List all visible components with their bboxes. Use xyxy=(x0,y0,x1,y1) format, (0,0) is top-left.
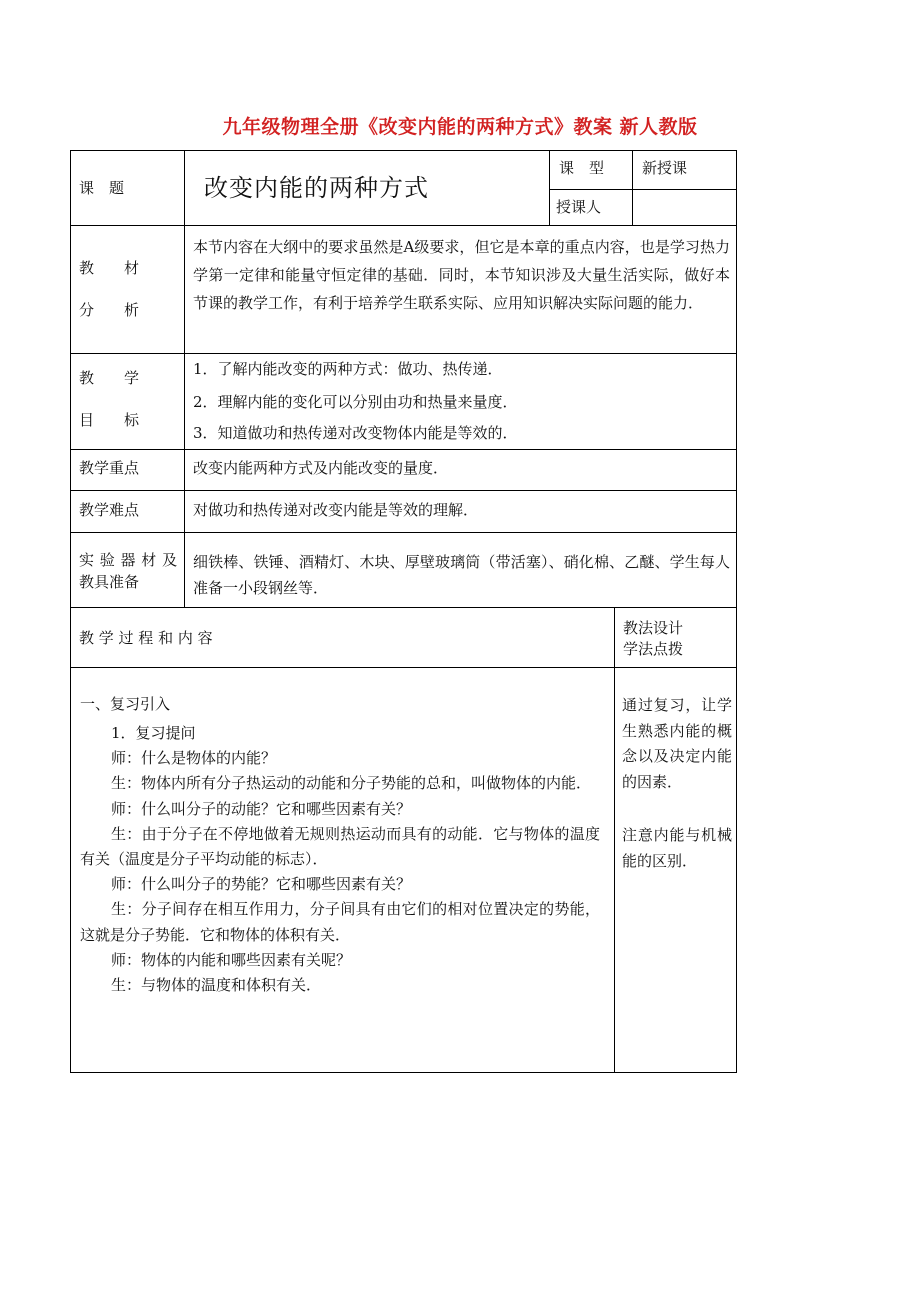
equipment-text: 细铁棒、铁锤、酒精灯、木块、厚壁玻璃筒（带活塞）、硝化棉、乙醚、学生每人准备一小段钢丝等． xyxy=(193,553,730,597)
process-header-left: 教 学 过 程 和 内 容 xyxy=(79,629,213,647)
key-point-label: 教学重点 xyxy=(79,459,140,477)
objective-item: 1．了解内能改变的两种方式：做功、热传递． xyxy=(193,360,503,378)
process-line: 师：什么是物体的内能？ xyxy=(111,749,277,768)
process-note: 注意内能与机械能的区别． xyxy=(622,826,732,870)
process-line: 生：由于分子在不停地做着无规则热运动而具有的动能．它与物体的温度有关（温度是分子平均动能的标志）． xyxy=(80,824,600,869)
equipment-label-1: 实 验 器 材 及 xyxy=(79,551,178,569)
process-header-right-2: 学法点拨 xyxy=(623,640,684,658)
material-label-2: 分 析 xyxy=(79,301,140,319)
topic-label: 课 题 xyxy=(79,179,125,197)
process-line: 师：什么叫分子的动能？它和哪些因素有关？ xyxy=(111,799,412,818)
process-content xyxy=(80,721,600,998)
document-title: 九年级物理全册《改变内能的两种方式》教案 新人教版 xyxy=(222,116,698,138)
process-note: 通过复习，让学生熟悉内能的概念以及决定内能的因素． xyxy=(622,696,732,791)
process-header-right-1: 教法设计 xyxy=(623,619,684,637)
process-section-title: 一、复习引入 xyxy=(80,695,171,713)
process-line: 师：物体的内能和哪些因素有关呢？ xyxy=(111,950,352,969)
process-line: 师：什么叫分子的势能？它和哪些因素有关？ xyxy=(111,875,412,894)
type-label: 课 型 xyxy=(559,159,605,177)
objectives-label-1: 教 学 xyxy=(79,369,140,387)
process-line: 生：与物体的温度和体积有关． xyxy=(111,976,322,995)
objective-item: 3．知道做功和热传递对改变物体内能是等效的． xyxy=(193,424,518,442)
process-line: 生：分子间存在相互作用力，分子间具有由它们的相对位置决定的势能，这就是分子势能．它和物体的体积有关． xyxy=(80,900,600,944)
material-analysis-text: 本节内容在大纲中的要求虽然是A级要求，但它是本章的重点内容，也是学习热力学第一定律和能量守恒定律的基础．同时，本节知识涉及大量生活实际，做好本节课的教学工作，有利于培养学生联系实际、应用知识解决实际问题的能力． xyxy=(193,238,730,312)
objective-item: 2．理解内能的变化可以分别由功和热量来量度． xyxy=(193,393,518,411)
teacher-label: 授课人 xyxy=(556,198,602,216)
equipment-label-2: 教具准备 xyxy=(79,573,140,591)
type-value: 新授课 xyxy=(642,159,688,177)
key-point-text: 改变内能两种方式及内能改变的量度． xyxy=(193,459,449,477)
topic-value: 改变内能的两种方式 xyxy=(204,174,429,202)
objectives-label-2: 目 标 xyxy=(79,411,140,429)
process-line: 生：物体内所有分子热运动的动能和分子势能的总和，叫做物体的内能． xyxy=(111,774,592,793)
process-line: 1．复习提问 xyxy=(111,724,196,742)
difficulty-text: 对做功和热传递对改变内能是等效的理解． xyxy=(193,501,479,519)
difficulty-label: 教学难点 xyxy=(79,501,140,519)
material-label-1: 教 材 xyxy=(79,259,140,277)
